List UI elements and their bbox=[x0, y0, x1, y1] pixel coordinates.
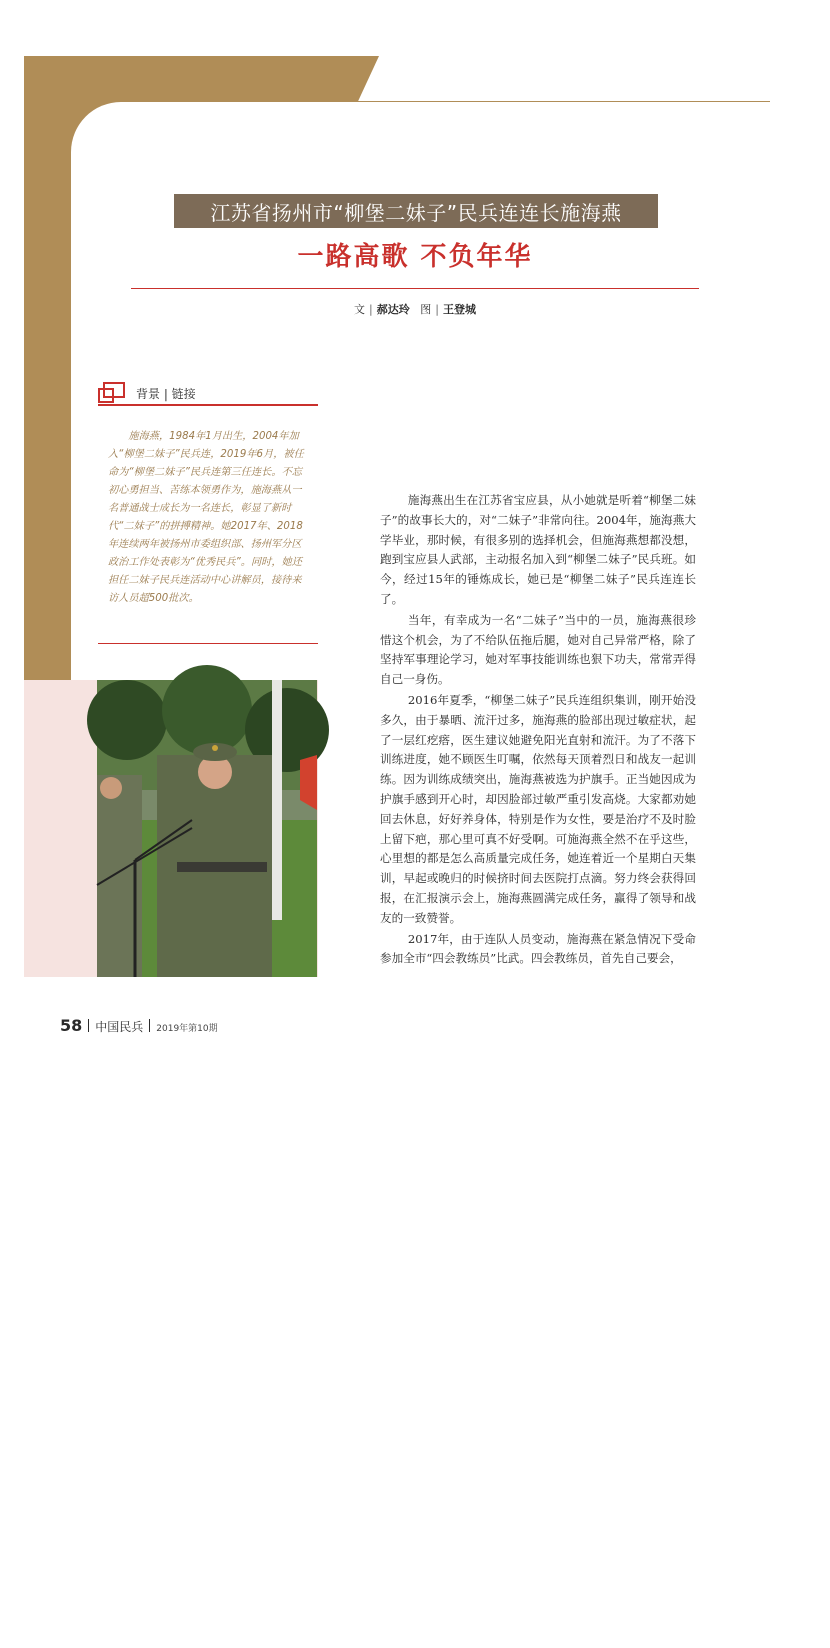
issue-label: 2019年第10期 bbox=[156, 1024, 218, 1034]
gold-side-band bbox=[24, 56, 71, 744]
rounded-corner bbox=[71, 102, 171, 202]
article-body bbox=[380, 491, 696, 970]
subtitle-text: 江苏省扬州市“柳堡二妹子”民兵连连长施海燕 bbox=[210, 200, 622, 225]
article-subtitle bbox=[174, 194, 658, 228]
background-rule bbox=[98, 404, 318, 406]
article-paragraph: 2017年，由于连队人员变动，施海燕在紧急情况下受命参加全市“四会教练员”比武。四会教练员，首先自己要会， bbox=[380, 931, 696, 966]
background-bottom-rule bbox=[98, 643, 318, 644]
page-footer bbox=[60, 1016, 218, 1035]
magazine-name: 中国民兵 bbox=[95, 1020, 144, 1034]
byline-photographer: 王登城 bbox=[442, 303, 476, 316]
article-paragraph: 施海燕出生在江苏省宝应县，从小她就是听着“柳堡二妹子”的故事长大的，对“二妹子”非常向往。2004年，施海燕大学毕业，那时候，有很多别的选择机会，但施海燕想都没想，跑到宝应县人武部，主动报名加入到“柳堡二妹子”民兵班。如今，经过15年的锤炼成长，她已是“柳堡二妹子”民兵连连长了。 bbox=[380, 493, 696, 606]
background-text: 施海燕，1984年1月出生，2004年加入“柳堡二妹子”民兵连，2019年6月，被任命为“柳堡二妹子”民兵连第三任连长。不忘初心勇担当、苦练本领勇作为，施海燕从一名普通战士成长为一名连长，彰显了新时代“二妹子”的拼搏精神。她2017年、2018年连续两年被扬州市委组织部、扬州军分区政治工作处表彰为“优秀民兵”。同时，她还担任二妹子民兵连活动中心讲解员，接待来访人员超500批次。 bbox=[108, 431, 304, 604]
article-paragraph: 当年，有幸成为一名“二妹子”当中的一员，施海燕很珍惜这个机会，为了不给队伍拖后腿，她对自己异常严格，除了坚持军事理论学习，她对军事技能训练也狠下功夫，常常弄得自己一身伤。 bbox=[380, 612, 696, 687]
top-rule bbox=[132, 101, 770, 102]
background-heading-label: 背景 | 链接 bbox=[136, 387, 196, 401]
photo-illustration bbox=[97, 680, 317, 977]
frame-icon bbox=[98, 382, 128, 404]
byline-text-label: 文 bbox=[354, 303, 366, 316]
title-rule bbox=[131, 288, 699, 289]
photo-number: ① bbox=[387, 1628, 407, 1648]
byline: 文 | 郝达玲 图 | 王登城 bbox=[354, 303, 476, 316]
article-title: 一路高歌 不负年华 bbox=[297, 242, 533, 272]
byline-photo-label: 图 bbox=[420, 303, 432, 316]
article-paragraph: 2016年夏季，“柳堡二妹子”民兵连组织集训，刚开始没多久，由于暴晒、流汗过多，施海燕的脸部出现过敏症状，起了一层红疙瘩，医生建议她避免阳光直射和流汗。为了不落下训练进度，她不顾医生叮嘱，依然每天顶着烈日和战友一起训练。因为训练成绩突出，施海燕被选为护旗手。正当她因成为护旗手感到开心时，却因脸部过敏严重引发高烧。大家都劝她回去休息，好好养身体，特别是作为女性，要是治疗不及时脸上留下疤，那心里可真不好受啊。可施海燕全然不在乎这些，心里想的都是怎么高质量完成任务，她连着近一个星期白天集训，早起或晚归的时候挤时间去医院打点滴。努力终会获得回报，在汇报演示会上，施海燕圆满完成任务，赢得了领导和战友的一致赞誉。 bbox=[380, 692, 696, 925]
byline-author: 郝达玲 bbox=[376, 303, 410, 316]
background-heading bbox=[98, 382, 318, 404]
page-number: 58 bbox=[60, 1016, 83, 1035]
gold-top-band bbox=[24, 56, 379, 102]
